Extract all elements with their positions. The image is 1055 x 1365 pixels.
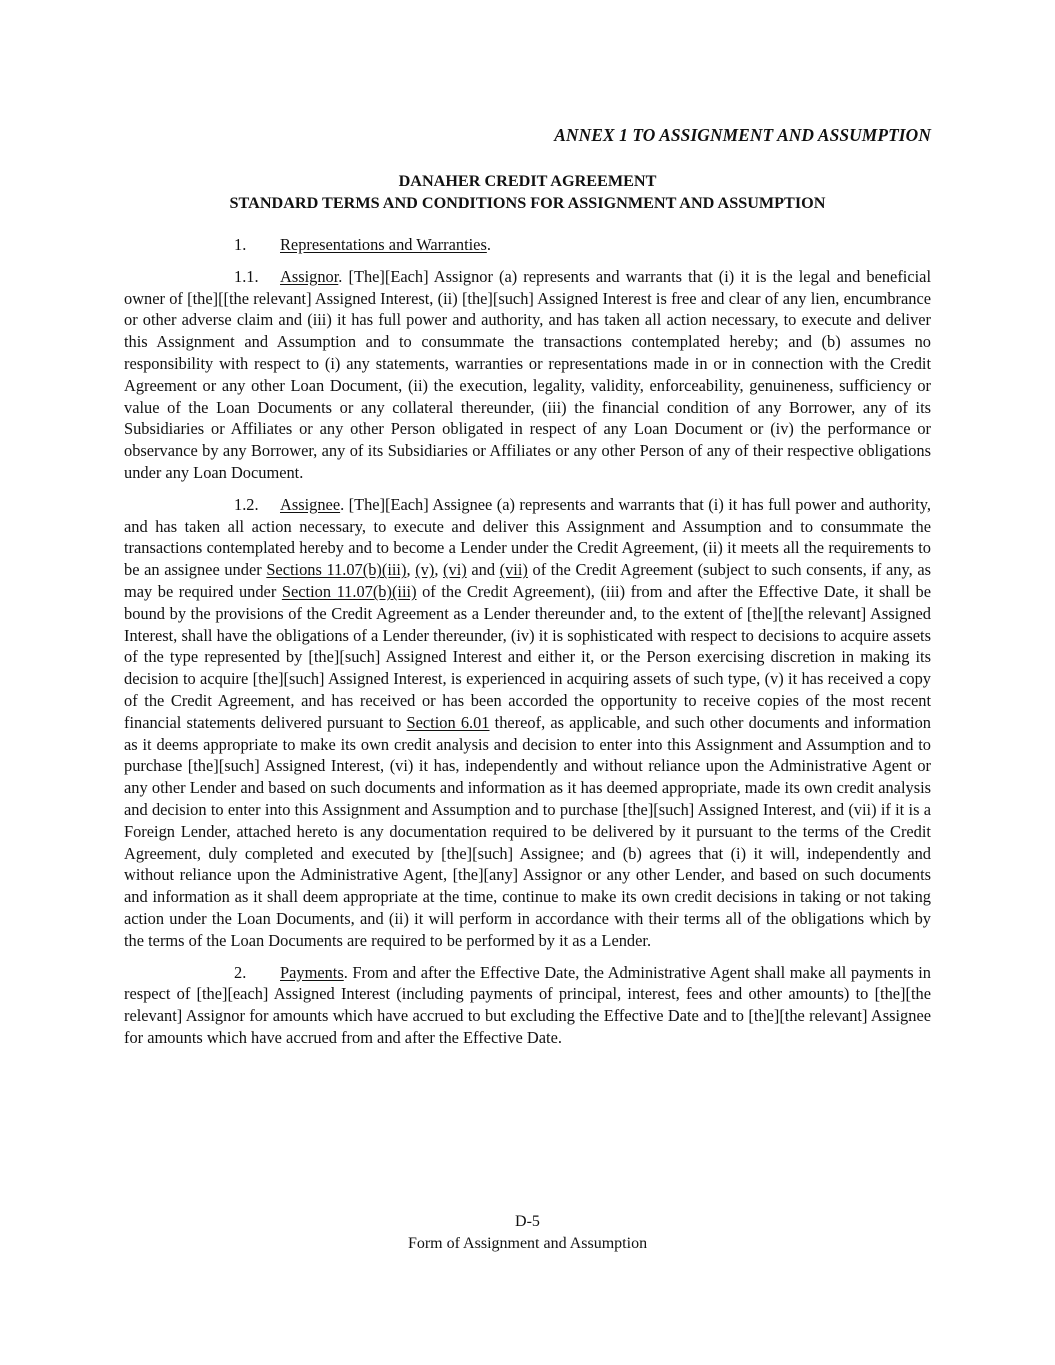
- annex-heading: ANNEX 1 TO ASSIGNMENT AND ASSUMPTION: [554, 125, 931, 145]
- section-reference: (v): [415, 560, 435, 580]
- separator: ,: [434, 560, 444, 580]
- section-reference: Sections 11.07(b)(iii): [266, 560, 407, 580]
- section-2-text: . From and after the Effective Date, the Administrative Agent shall make all payments in respect of [the][each] Assigned Interest (including payments of principal, interest, fees and other amounts) to [the][the relevant] Assignor for amounts which have accrued to but excluding the Effective Date and to [the][the relevant] Assignee for amounts which have accrued from and after the Effective Date.: [124, 962, 931, 1047]
- section-1-number: 1.: [234, 235, 247, 254]
- separator: and: [466, 560, 500, 580]
- document-body: [124, 234, 931, 1059]
- document-page: [124, 0, 931, 1365]
- section-reference: (vi): [443, 560, 467, 580]
- section-2-number: 2.: [234, 962, 247, 982]
- section-reference: Section 6.01: [406, 712, 490, 732]
- section-1-2-text-part-1: . [The][Each] Assignee (a) represents and warrants that (i) it has full power and authority, and has taken all action necessary, to execute and deliver this Assignment and Assumption and to consummate the transactions contemplated hereby and to become a Lender under the Credit Agreement, (ii) it meets all the requirements to be an assignee under: [124, 494, 931, 580]
- section-2-paragraph: [124, 962, 931, 1049]
- section-1-2-paragraph: [124, 494, 931, 952]
- separator: ,: [406, 560, 416, 580]
- title-line-1: DANAHER CREDIT AGREEMENT: [398, 172, 657, 190]
- section-1-2-text-part-3: of the Credit Agreement), (iii) from and after the Effective Date, it shall be bound by the provisions of the Credit Agreement as a Lender thereunder and, to the extent of [the][the relevant] Assigned Interest, shall have the obligations of a Lender thereunder, (iv) it is sophisticated with respect to decisions to acquire assets of the type represented by [the][such] Assigned Interest and either it, or the Person exercising discretion in making its decision to acquire [the][such] Assigned Interest, is experienced in acquiring assets of such type, (v) it has received a copy of the Credit Agreement, and has received or has been accorded the opportunity to receive copies of the most recent financial statements delivered pursuant to: [124, 581, 931, 732]
- section-1-2-text-part-4: thereof, as applicable, and such other documents and information as it deems appropriate to make its own credit analysis and decision to enter into this Assignment and Assumption and to purchase [the][such] Assigned Interest, (vi) it has, independently and without reliance upon the Administrative Agent or any other Lender and based on such documents and information as it has deemed appropriate, made its own credit analysis and decision to enter into this Assignment and Assumption and to purchase [the][such] Assigned Interest, and (vii) if it is a Foreign Lender, attached hereto is any documentation required to be delivered by it pursuant to the terms of the Credit Agreement, duly completed and executed by [the][such] Assignee; and (b) agrees that (i) it will, independently and without reliance upon the Administrative Agent, [the][any] Assignor or any other Lender, and based on such documents and information as it shall deem appropriate at the time, continue to make its own credit decisions in taking or not taking action under the Loan Documents, and (ii) it will perform in accordance with their terms all of the obligations which by the terms of the Loan Documents are required to be performed by it as a Lender.: [124, 712, 932, 950]
- section-1-2-number: 1.2.: [234, 494, 259, 514]
- section-1-1-paragraph: [124, 266, 931, 484]
- page-footer: [124, 1211, 931, 1255]
- section-reference: Section 11.07(b)(iii): [281, 581, 417, 601]
- section-1-title: Representations and Warranties: [280, 235, 487, 254]
- section-reference: (vii): [499, 560, 528, 580]
- section-1-2-text-part-2: of the Credit Agreement (subject to such consents, if any, as may be required under: [124, 560, 931, 601]
- section-1-1-heading: Assignor: [280, 266, 339, 286]
- section-2-heading: Payments: [280, 962, 344, 982]
- section-1-1-number: 1.1.: [234, 266, 259, 286]
- section-1-heading: [124, 234, 931, 256]
- section-1-period: .: [486, 235, 491, 254]
- title-line-2: STANDARD TERMS AND CONDITIONS FOR ASSIGNMENT AND ASSUMPTION: [229, 194, 826, 212]
- form-name: Form of Assignment and Assumption: [407, 1235, 648, 1252]
- section-1-2-heading: Assignee: [280, 494, 341, 514]
- document-title: [124, 170, 931, 214]
- page-number: D-5: [515, 1213, 540, 1230]
- section-1-1-text: . [The][Each] Assignor (a) represents and warrants that (i) it is the legal and beneficial owner of [the][[the relevant] Assigned Interest, (ii) [the][such] Assigned Interest is free and clear of any lien, encumbrance or other adverse claim and (iii) it has full power and authority, and has taken all action necessary, to execute and deliver this Assignment and Assumption and to consummate the transactions contemplated hereby; and (b) assumes no responsibility with respect to (i) any statements, warranties or representations made in or in connection with the Credit Agreement or any other Loan Document, (ii) the execution, legality, validity, enforceability, genuineness, sufficiency or value of the Loan Documents or any collateral thereunder, (iii) the financial condition of any Borrower, any of its Subsidiaries or Affiliates or any other Person obligated in respect of any Loan Document or (iv) the performance or observance by any Borrower, any of its Subsidiaries or Affiliates or any other Person of any of their respective obligations under any Loan Document.: [124, 266, 931, 482]
